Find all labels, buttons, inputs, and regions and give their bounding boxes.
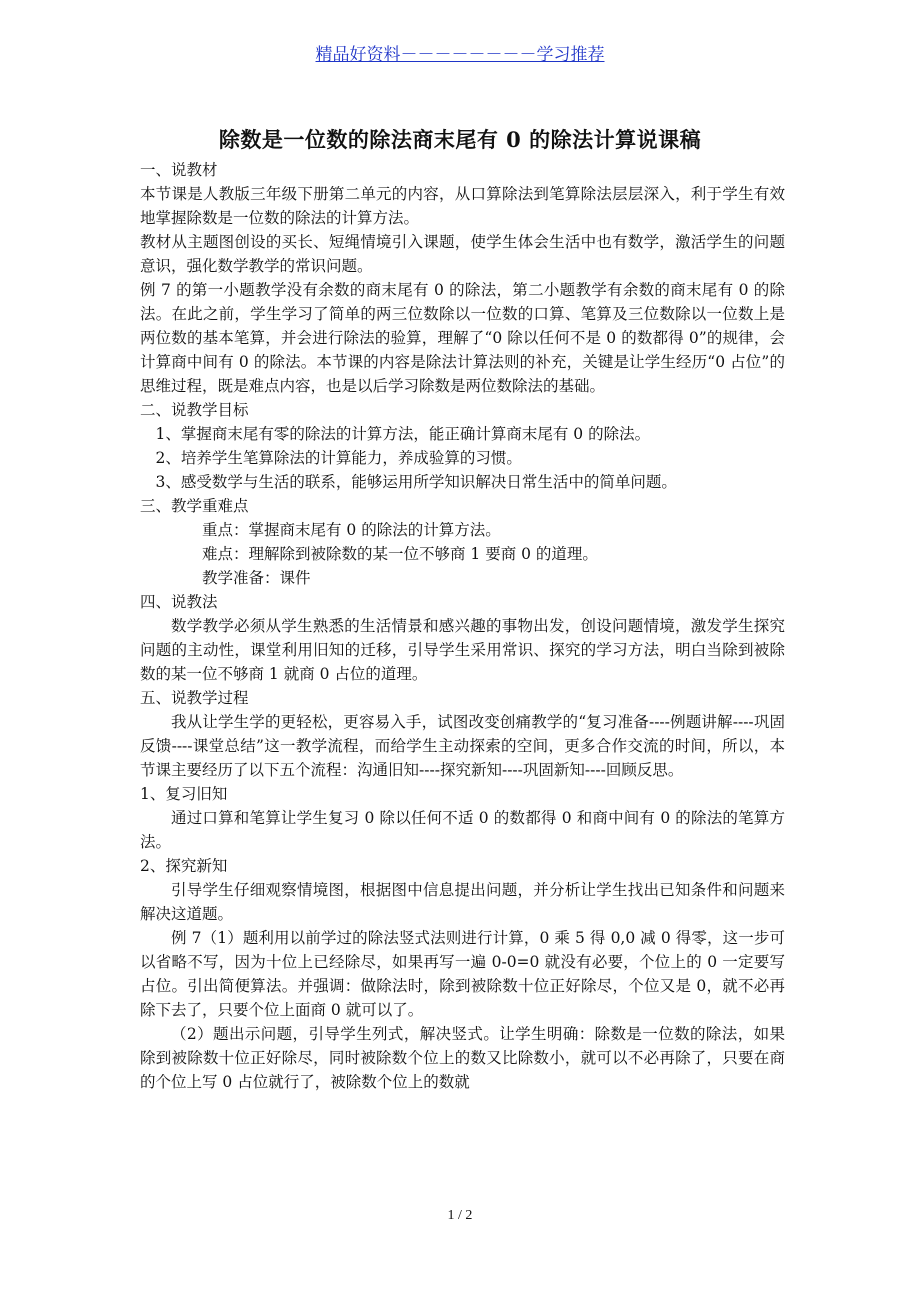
paragraph: 例 7（1）题利用以前学过的除法竖式法则进行计算，0 乘 5 得 0,0 减 0 得零，这一步可以省略不写，因为十位上已经除尽，如果再写一遍 0-0=0 就没有必要，个位上的 0 一定要写占位。引出简便算法。并强调：做除法时，除到被除数十位正好除尽，个位又是 0，就不必再除下去了，只要个位上面商 0 就可以了。 [140, 929, 785, 1019]
paragraph: 引导学生仔细观察情境图，根据图中信息提出问题，并分析让学生找出已知条件和问题来解决这道题。 [140, 881, 785, 923]
paragraph: 2、培养学生笔算除法的计算能力，养成验算的习惯。 [155, 449, 522, 467]
paragraph: 例 7 的第一小题教学没有余数的商末尾有 0 的除法，第二小题教学有余数的商末尾有 0 的除法。在此之前，学生学习了简单的两三位数除以一位数的口算、笔算及三位数除以一位数上是两位数的基本笔算，并会进行除法的验算，理解了“0 除以任何不是 0 的数都得 0”的规律，会计算商中间有 0 的除法。本节课的内容是除法计算法则的补充，关键是让学生经历“0 占位”的思维过程，既是难点内容，也是以后学习除数是两位数除法的基础。 [140, 281, 785, 395]
document-body [140, 158, 785, 1094]
paragraph: 数学教学必须从学生熟悉的生活情景和感兴趣的事物出发，创设问题情境，激发学生探究问题的主动性，课堂利用旧知的迁移，引导学生采用常识、探究的学习方法，明白当除到被除数的某一位不够商 1 就商 0 占位的道理。 [140, 617, 785, 683]
paragraph: 重点：掌握商末尾有 0 的除法的计算方法。 [202, 521, 501, 539]
paragraph: 五、说教学过程 [140, 689, 249, 707]
paragraph: 四、说教法 [140, 593, 218, 611]
paragraph: 一、说教材 [140, 161, 218, 179]
paragraph: 我从让学生学的更轻松，更容易入手，试图改变创痛教学的“复习准备----例题讲解----巩固反馈----课堂总结”这一教学流程，而给学生主动探索的空间，更多合作交流的时间，所以，本节课主要经历了以下五个流程：沟通旧知----探究新知----巩固新知----回顾反思。 [140, 713, 785, 779]
paragraph: 1、掌握商末尾有零的除法的计算方法，能正确计算商末尾有 0 的除法。 [155, 425, 651, 443]
paragraph: 2、探究新知 [140, 857, 228, 875]
paragraph: 本节课是人教版三年级下册第二单元的内容，从口算除法到笔算除法层层深入，利于学生有效地掌握除数是一位数的除法的计算方法。 [140, 185, 785, 227]
paragraph: 二、说教学目标 [140, 401, 249, 419]
paragraph: 教学准备：课件 [202, 569, 311, 587]
document-title: 除数是一位数的除法商末尾有 0 的除法计算说课稿 [218, 127, 702, 152]
page-header: 精品好资料－－－－－－－－学习推荐 [315, 45, 605, 65]
paragraph: （2）题出示问题，引导学生列式，解决竖式。让学生明确：除数是一位数的除法，如果除到被除数十位正好除尽，同时被除数个位上的数又比除数小，就可以不必再除了，只要在商的个位上写 0 占位就行了，被除数个位上的数就 [140, 1025, 785, 1091]
paragraph: 难点：理解除到被除数的某一位不够商 1 要商 0 的道理。 [202, 545, 598, 563]
paragraph: 1、复习旧知 [140, 785, 228, 803]
paragraph: 三、教学重难点 [140, 497, 249, 515]
paragraph: 教材从主题图创设的买长、短绳情境引入课题，使学生体会生活中也有数学，激活学生的问题意识，强化数学教学的常识问题。 [140, 233, 785, 275]
page-number: 1 / 2 [447, 1208, 473, 1223]
paragraph: 3、感受数学与生活的联系，能够运用所学知识解决日常生活中的简单问题。 [155, 473, 677, 491]
paragraph: 通过口算和笔算让学生复习 0 除以任何不适 0 的数都得 0 和商中间有 0 的除法的笔算方法。 [140, 809, 785, 851]
